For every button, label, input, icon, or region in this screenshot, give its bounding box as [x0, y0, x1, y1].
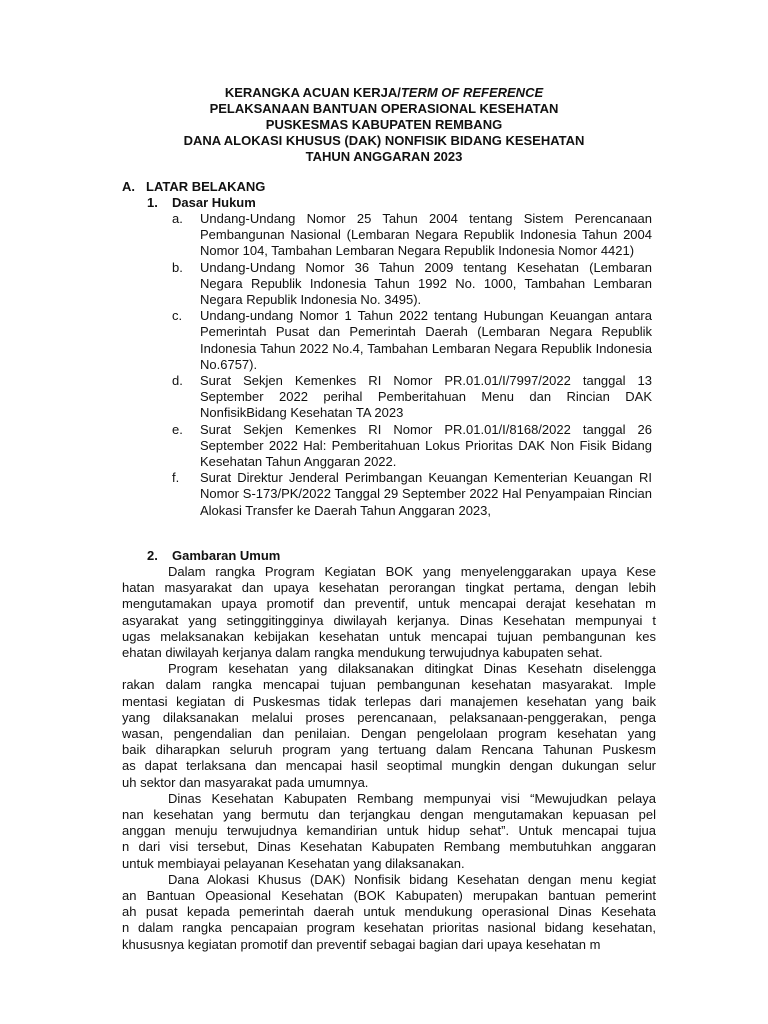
legal-basis-letter: d. [172, 373, 183, 389]
title-line-3: PUSKESMAS KABUPATEN REMBANG [265, 117, 503, 132]
body-text-line: yang dilaksanakan melalui proses perencanaan, pelaksanaan-penggerakan, penga [122, 709, 656, 725]
title-line-5: TAHUN ANGGARAN 2023 [305, 149, 463, 164]
body-text-line: ehatan diwilayah kerjanya dalam rangka mendukung terwujudnya kabupaten sehat. [122, 645, 603, 661]
title-line-4: DANA ALOKASI KHUSUS (DAK) NONFISIK BIDANG KESEHATAN [183, 133, 585, 148]
body-text-line: khususnya kegiatan promotif dan preventif sebagai bagian dari upaya kesehatan m [122, 936, 601, 952]
title-line-2: PELAKSANAAN BANTUAN OPERASIONAL KESEHATAN [209, 101, 559, 116]
section-a-title: LATAR BELAKANG [146, 179, 266, 194]
legal-basis-item [172, 470, 652, 519]
subsection-1-heading [147, 195, 256, 211]
legal-basis-text: Undang-Undang Nomor 36 Tahun 2009 tentang Kesehatan (Lembaran Negara Republik Indonesia Tahun 1992 No. 1000, Tambahan Lembaran Negara Republik Indonesia No. 3495). [200, 259, 652, 308]
legal-basis-text: Surat Sekjen Kemenkes RI Nomor PR.01.01/I/7997/2022 tanggal 13 September 2022 perihal Pemberitahuan Menu dan Rincian DAK NonfisikBidang Kesehatan TA 2023 [200, 373, 652, 421]
title-line-1: KERANGKA ACUAN KERJA/TERM OF REFERENCE [224, 85, 544, 100]
legal-basis-text: Undang-Undang Nomor 25 Tahun 2004 tentang Sistem Perencanaan Pembangunan Nasional (Lembaran Negara Republik Indonesia Tahun 2004 Nomor 104, Tambahan Lembaran Negara Republik Indonesia Nomor 4421) [200, 211, 652, 259]
body-text-line: Dinas Kesehatan Kabupaten Rembang mempunyai visi “Mewujudkan pelaya [168, 790, 656, 806]
legal-basis-list [172, 211, 652, 519]
legal-basis-letter: b. [172, 259, 183, 275]
legal-basis-text: Surat Sekjen Kemenkes RI Nomor PR.01.01/I/8168/2022 tanggal 26 September 2022 Hal: Pemberitahuan Lokus Prioritas DAK Non Fisik Bidang Kesehatan Tahun Anggaran 2022. [200, 421, 652, 470]
legal-basis-item [172, 373, 652, 422]
body-text-line: Dalam rangka Program Kegiatan BOK yang menyelenggarakan upaya Kese [168, 564, 656, 579]
legal-basis-item [172, 308, 652, 373]
body-text-line: asyarakat yang setinggitingginya diwilayah kerjanya. Dinas Kesehatan mempunyai t [122, 612, 656, 628]
body-text-line: ugas melaksanakan kebijakan kesehatan untuk mencapai tujuan pembangunan kes [122, 628, 656, 644]
general-overview-body [122, 564, 656, 953]
body-text-line: mentasi kegiatan di Puskesmas tidak terlepas dari manajemen kesehatan yang baik [122, 693, 656, 709]
subsection-1-number: 1. [147, 195, 158, 210]
body-text-line: baik diharapkan seluruh program yang tertuang dalam Rencana Tahunan Puskesm [122, 742, 656, 758]
legal-basis-text: Undang-undang Nomor 1 Tahun 2022 tentang Hubungan Keuangan antara Pemerintah Pusat dan Pemerintah Daerah (Lembaran Negara Republik Indonesia Tahun 2022 No.4, Tambahan Lembaran Negara Republik Indonesia No.6757). [200, 308, 652, 372]
body-text-line: n dalam rangka pencapaian program kesehatan prioritas nasional bidang kesehatan, [122, 920, 656, 936]
body-text-line: nan kesehatan yang bermutu dan terjangkau dengan mengutamakan kepuasan pel [122, 807, 656, 823]
body-text-line: wasan, pengendalian dan penilaian. Dengan pengelolaan program kesehatan yang [122, 726, 656, 742]
legal-basis-letter: a. [172, 211, 183, 226]
body-text-line: n dari visi tersebut, Dinas Kesehatan Kabupaten Rembang membutuhkan anggaran [122, 839, 656, 855]
legal-basis-text: Surat Direktur Jenderal Perimbangan Keuangan Kementerian Keuangan RI Nomor S-173/PK/2022 Tanggal 29 September 2022 Hal Penyampaian Rincian Alokasi Transfer ke Daerah Tahun Anggaran 2023, [200, 470, 652, 518]
body-text-line: an Bantuan Opeasional Kesehatan (BOK Kabupaten) merupakan bantuan pemerint [122, 888, 656, 904]
title-italic-term: TERM OF REFERENCE [400, 85, 544, 100]
body-text-line: ah pusat kepada pemerintah daerah untuk mendukung operasional Dinas Kesehata [122, 904, 656, 920]
subsection-2-heading [147, 548, 280, 564]
legal-basis-item [172, 422, 652, 471]
body-text-line: anggan menuju terwujudnya kemandirian untuk hidup sehat”. Untuk mencapai tujua [122, 823, 656, 839]
section-a-number: A. [122, 179, 135, 194]
document-title [0, 85, 768, 165]
body-text-line: mengutamakan upaya promotif dan preventif, untuk mencapai derajat kesehatan m [122, 596, 656, 612]
body-text-line: Program kesehatan yang dilaksanakan ditingkat Dinas Kesehatn diselengga [168, 661, 656, 677]
section-a-heading [122, 179, 265, 195]
legal-basis-letter: e. [172, 421, 183, 437]
body-text-line: untuk membiayai pelayanan Kesehatan yang dilaksanakan. [122, 855, 465, 871]
legal-basis-item [172, 211, 652, 260]
subsection-2-title: Gambaran Umum [172, 548, 281, 563]
body-text-line: hatan masyarakat dan upaya kesehatan perorangan tingkat pertama, dengan lebih [122, 580, 656, 596]
body-text-line: uh sektor dan masyarakat pada umumnya. [122, 774, 369, 790]
legal-basis-item [172, 260, 652, 309]
subsection-2-number: 2. [147, 548, 158, 563]
body-text-line: as dapat terlaksana dan mencapai hasil seoptimal mungkin dengan dukungan selur [122, 758, 656, 774]
legal-basis-letter: c. [172, 308, 183, 324]
subsection-1-title: Dasar Hukum [172, 195, 256, 210]
legal-basis-letter: f. [172, 470, 180, 486]
body-text-line: rakan dalam rangka mencapai tujuan pembangunan kesehatan masyarakat. Imple [122, 677, 656, 693]
body-text-line: Dana Alokasi Khusus (DAK) Nonfisik bidang Kesehatan dengan menu kegiat [168, 871, 656, 887]
